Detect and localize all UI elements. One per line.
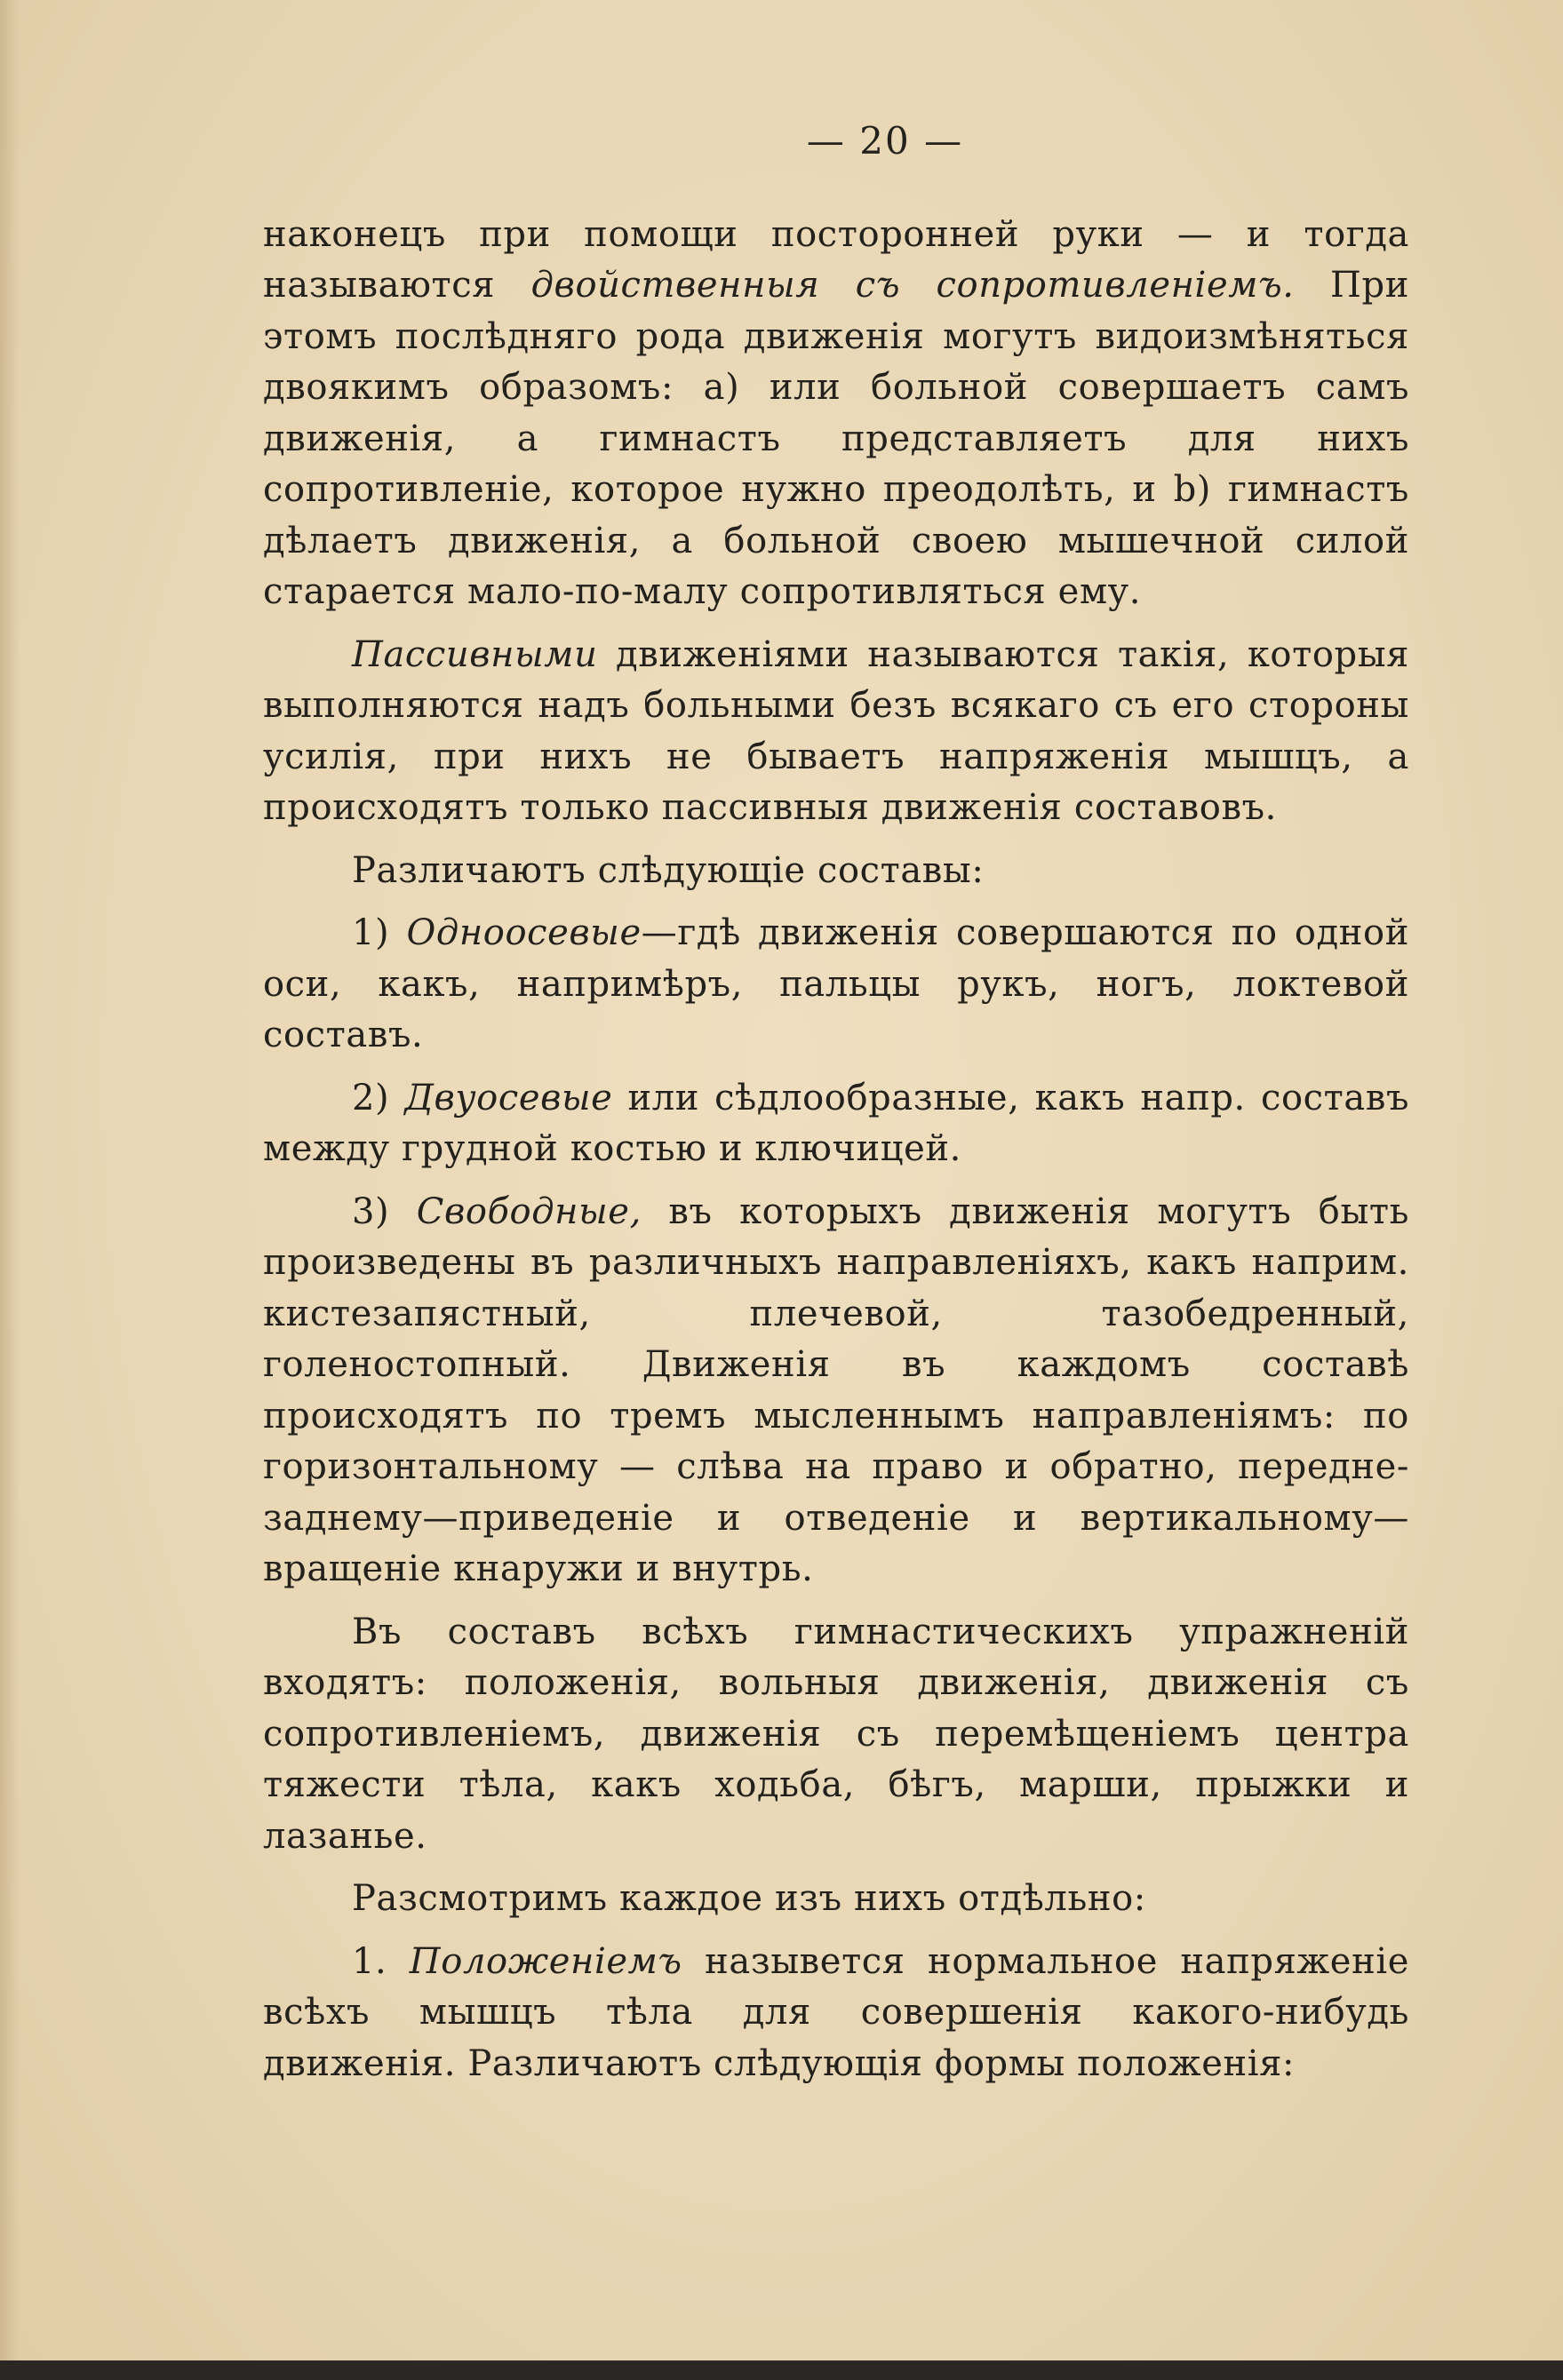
paragraph-3: Различаютъ слѣдующіе составы: bbox=[352, 849, 985, 891]
paragraph-2-italic-term: Пассивными bbox=[352, 633, 598, 675]
paragraph-2 bbox=[263, 630, 1409, 834]
paragraph-8: Разсмотримъ каждое изъ нихъ отдѣльно: bbox=[352, 1878, 1146, 1919]
paragraph-6-text: въ которыхъ движенія могутъ быть произведены въ различныхъ направленіяхъ, какъ наприм. кистезапястный, плечевой, тазобедренный, голеностопный. Движенія въ каждомъ составѣ происходятъ по тремъ мысленнымъ направленіямъ: по горизонтальному — слѣва на право и обратно, передне-заднему—приведеніе и отведеніе и вертикальному—вращеніе кнаружи и внутрь. bbox=[263, 1190, 1409, 1589]
paragraph-9-number: 1. bbox=[352, 1940, 410, 1982]
paragraph-9 bbox=[263, 1937, 1409, 2090]
paragraph-1-italic-term: двойственныя съ сопротивленіемъ. bbox=[530, 265, 1295, 306]
paragraph-6 bbox=[263, 1187, 1409, 1596]
paragraph-6-italic-term: Свободные, bbox=[416, 1190, 642, 1232]
page-number: — 20 — bbox=[806, 119, 964, 163]
paragraph-5-text: или сѣдлообразные, какъ напр. составъ между грудной костью и ключицей. bbox=[263, 1077, 1409, 1169]
paragraph-4-number: 1) bbox=[352, 912, 407, 953]
paragraph-1 bbox=[263, 210, 1409, 618]
paragraph-9-italic-term: Положеніемъ bbox=[409, 1940, 682, 1982]
text-block bbox=[263, 115, 1409, 2101]
paragraph-1-text-a: наконецъ при помощи посторонней руки — и тогда называются bbox=[263, 213, 1409, 306]
paragraph-4-text: —гдѣ движенія совершаются по одной оси, какъ, напримѣръ, пальцы рукъ, ногъ, локтевой составъ. bbox=[263, 912, 1409, 1055]
paragraph-5 bbox=[263, 1073, 1409, 1175]
scan-bottom-edge bbox=[0, 2360, 1563, 2380]
paragraph-2-text: движеніями называются такія, которыя выполняются надъ больными безъ всякаго съ его стороны усилія, при нихъ не бываетъ напряженія мышцъ, а происходятъ только пассивныя движенія составовъ. bbox=[263, 633, 1409, 828]
paragraph-9-text: назывется нормальное напряженіе всѣхъ мышцъ тѣла для совершенія какого-нибудь движенія. Различаютъ слѣдующія формы положенія: bbox=[263, 1940, 1409, 2084]
paragraph-4 bbox=[263, 908, 1409, 1062]
paragraph-5-number: 2) bbox=[352, 1077, 405, 1118]
paragraph-6-number: 3) bbox=[352, 1190, 417, 1232]
paragraph-7: Въ составъ всѣхъ гимнастическихъ упражненій входятъ: положенія, вольныя движенія, движенія съ сопротивленіемъ, движенія съ перемѣщеніемъ центра тяжести тѣла, какъ ходьба, бѣгъ, марши, прыжки и лазанье. bbox=[263, 1611, 1409, 1857]
paragraph-1-text-b: При этомъ послѣдняго рода движенія могутъ видоизмѣняться двоякимъ образомъ: а) или больной совершаетъ самъ движенія, а гимнастъ представляетъ для нихъ сопротивленіе, которое нужно преодолѣть, и b) гимнастъ дѣлаетъ движенія, а больной своею мышечной силой старается мало-по-малу сопротивляться ему. bbox=[263, 265, 1409, 612]
paragraph-4-italic-term: Одноосевые bbox=[406, 912, 642, 953]
paragraph-5-italic-term: Двуосевые bbox=[404, 1077, 613, 1118]
